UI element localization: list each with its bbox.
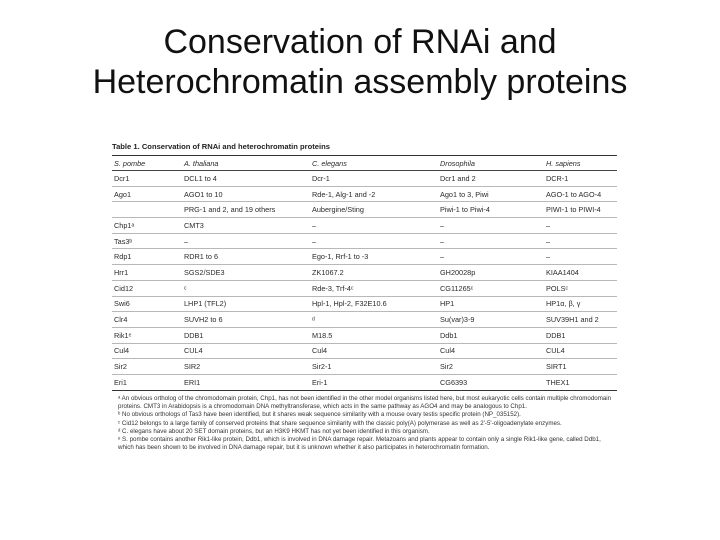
table-cell: CG11265ᶜ xyxy=(440,283,474,293)
table-cell: SUV39H1 and 2 xyxy=(546,315,599,325)
table-cell: GH20028p xyxy=(440,267,476,277)
table-row xyxy=(112,265,617,281)
table-header-row xyxy=(112,156,617,171)
table-cell: – xyxy=(312,236,317,246)
table-cell: POLSᶜ xyxy=(546,283,569,293)
table-cell: THEX1 xyxy=(546,377,570,387)
table-cell: – xyxy=(546,252,551,262)
header-drosophila: Drosophila xyxy=(440,158,475,168)
table-cell: – xyxy=(440,236,445,246)
table-cell: CUL4 xyxy=(546,346,565,356)
table-cell: ᶜ xyxy=(184,283,187,293)
table-cell: Ago1 xyxy=(114,189,132,199)
table-cell: Ddb1 xyxy=(440,330,458,340)
table-cell: KIAA1404 xyxy=(546,267,579,277)
table-cell: PRG-1 and 2, and 19 others xyxy=(184,205,276,215)
table-cell: Cul4 xyxy=(312,346,328,356)
table-row xyxy=(112,327,617,343)
table-cell: Rde-3, Trf-4ᶜ xyxy=(312,283,354,293)
slide-title-line-1: Conservation of RNAi and xyxy=(163,23,557,61)
table-cell: SGS2/SDE3 xyxy=(184,267,225,277)
table-cell: Aubergine/Sting xyxy=(312,205,364,215)
table-footnotes xyxy=(112,395,617,453)
table-cell: Hpl-1, Hpl-2, F32E10.6 xyxy=(312,299,387,309)
footnote: ᶜ Cid12 belongs to a large family of conserved proteins that share sequence similarity with the classic poly(A) polymerase as well as 2'-5'-oligoadenylate enzymes. xyxy=(118,419,562,427)
table-cell: Piwi-1 to Piwi-4 xyxy=(440,205,490,215)
table-cell: CMT3 xyxy=(184,220,204,230)
table-row xyxy=(112,233,617,249)
table-cell: DCR-1 xyxy=(546,173,569,183)
table-cell: Dcr-1 xyxy=(312,173,330,183)
table-cell: CG6393 xyxy=(440,377,468,387)
table-cell: Sir2 xyxy=(114,362,127,372)
table-cell: Clr4 xyxy=(114,315,128,325)
table-cell: DDB1 xyxy=(546,330,566,340)
table-row xyxy=(112,312,617,328)
table-cell: – xyxy=(546,236,551,246)
table-cell: Tas3ᵇ xyxy=(114,236,133,246)
table-cell xyxy=(112,202,182,218)
header-s-pombe: S. pombe xyxy=(114,158,146,168)
slide-title xyxy=(0,22,720,102)
table-cell: HP1α, β, γ xyxy=(546,299,581,309)
table-cell: M18.5 xyxy=(312,330,333,340)
table-cell: Eri1 xyxy=(114,377,127,387)
table-cell: PIWI-1 to PIWI-4 xyxy=(546,205,601,215)
table-cell: ZK1067.2 xyxy=(312,267,344,277)
table-cell: – xyxy=(440,220,445,230)
table-row xyxy=(112,343,617,359)
table-cell: Cul4 xyxy=(114,346,130,356)
table-row xyxy=(112,171,617,187)
table-cell: HP1 xyxy=(440,299,455,309)
table-cell: Cul4 xyxy=(440,346,456,356)
table-row xyxy=(112,186,617,202)
table-cell: SIRT1 xyxy=(546,362,567,372)
table-row xyxy=(112,374,617,390)
table-cell: ERI1 xyxy=(184,377,201,387)
header-h-sapiens: H. sapiens xyxy=(546,158,581,168)
table-cell: ᵈ xyxy=(312,315,315,325)
table-cell: – xyxy=(312,220,317,230)
table-caption: Table 1. Conservation of RNAi and heterochromatin proteins xyxy=(112,142,330,151)
table-cell: Eri-1 xyxy=(312,377,328,387)
table-cell: Sir2 xyxy=(440,362,453,372)
table-row xyxy=(112,359,617,375)
header-c-elegans: C. elegans xyxy=(312,158,347,168)
table-cell: SUVH2 to 6 xyxy=(184,315,223,325)
table-cell: DDB1 xyxy=(184,330,204,340)
table-cell: Swi6 xyxy=(114,299,130,309)
table-cell: Dcr1 xyxy=(114,173,130,183)
table-cell: – xyxy=(440,252,445,262)
table-row xyxy=(112,202,617,218)
table-cell: CUL4 xyxy=(184,346,203,356)
conservation-table xyxy=(112,155,617,391)
table-body xyxy=(112,171,617,391)
table-cell: Chp1ᵃ xyxy=(114,220,135,230)
table-cell: SIR2 xyxy=(184,362,201,372)
table-cell: AGO-1 to AGO-4 xyxy=(546,189,602,199)
table-cell: AGO1 to 10 xyxy=(184,189,223,199)
table-cell: Hrr1 xyxy=(114,267,129,277)
footnote: ᵈ C. elegans have about 20 SET domain proteins, but an H3K9 HKMT has not yet been identified in this organism. xyxy=(118,427,430,435)
table-cell: Sir2-1 xyxy=(312,362,332,372)
table-cell: RDR1 to 6 xyxy=(184,252,219,262)
table-cell: Rdp1 xyxy=(114,252,132,262)
table-cell: Rde-1, Alg-1 and -2 xyxy=(312,189,376,199)
table-cell: Ago1 to 3, Piwi xyxy=(440,189,489,199)
table-cell: – xyxy=(546,220,551,230)
footnote: ᵃ An obvious ortholog of the chromodomain protein, Chp1, has not been identified in the other model organisms listed here, but most eukaryotic cells contain multiple chromodomain proteins. CMT3 in Arabidopsis is a chromodomain DNA methyltransferase, which acts in the same pathway as AGO4 and may be analogous to Chp1. xyxy=(118,394,612,410)
table-figure xyxy=(112,142,617,453)
table-cell: Dcr1 and 2 xyxy=(440,173,476,183)
table-row xyxy=(112,280,617,296)
header-a-thaliana: A. thaliana xyxy=(184,158,219,168)
table-cell: Ego-1, Rrf-1 to -3 xyxy=(312,252,369,262)
table-cell: Rik1ᵉ xyxy=(114,330,132,340)
slide-title-line-2: Heterochromatin assembly proteins xyxy=(92,63,628,101)
table-cell: Su(var)3-9 xyxy=(440,315,475,325)
footnote: ᵉ S. pombe contains another Rik1-like protein, Ddb1, which is involved in DNA damage repair. Metazoans and plants appear to contain only a single Rik1-like gene, called Ddb1, which has been shown to be involved in DNA damage repair, but it is unknown whether it also participates in heterochromatin formation. xyxy=(118,436,601,452)
table-cell: LHP1 (TFL2) xyxy=(184,299,227,309)
table-row xyxy=(112,296,617,312)
table-row xyxy=(112,249,617,265)
table-cell: DCL1 to 4 xyxy=(184,173,217,183)
table-cell: – xyxy=(184,236,189,246)
table-cell: Cid12 xyxy=(114,283,134,293)
table-row xyxy=(112,218,617,234)
footnote: ᵇ No obvious orthologs of Tas3 have been identified, but it shares weak sequence similarity with a mouse ovary testis specific protein (NP_035152). xyxy=(118,411,521,419)
